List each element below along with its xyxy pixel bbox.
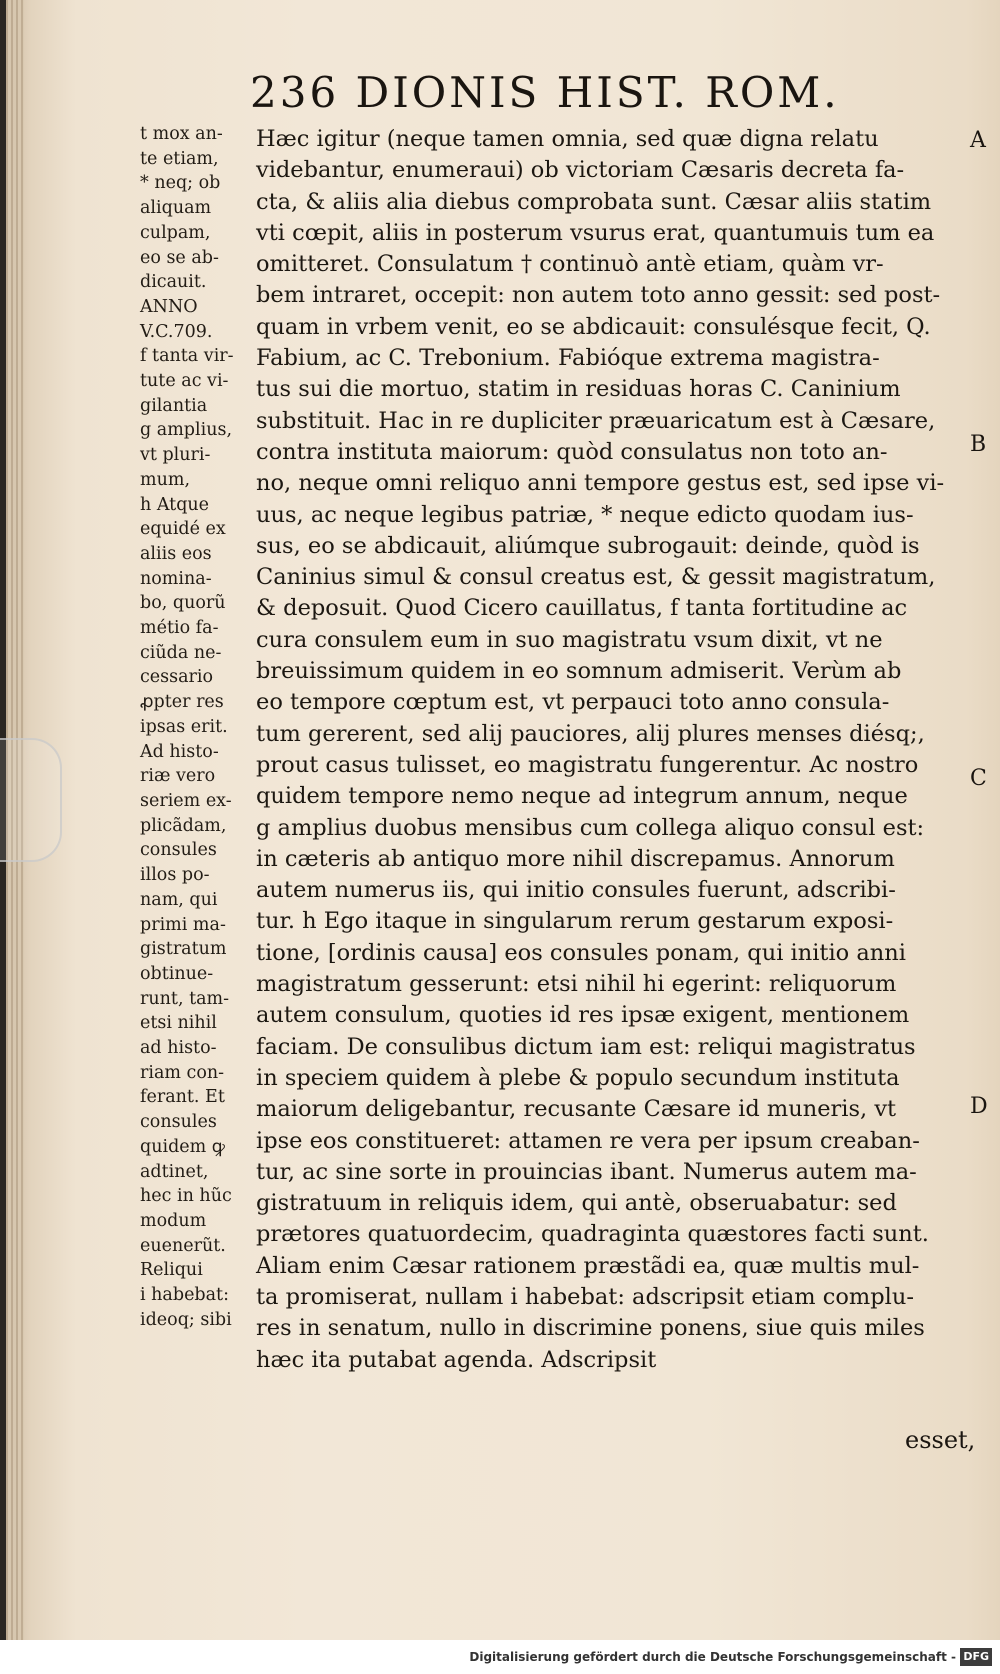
margin-line: Reliqui [140,1260,203,1281]
margin-line: obtinue- [140,963,214,984]
margin-line: gistratum [140,939,227,960]
margin-line: culpam, [140,222,211,243]
margin-line: ipsas erit. [140,716,228,737]
margin-line: illos po- [140,865,210,886]
text-line: Aliam enim Cæsar rationem præstãdi ea, quæ multis mul- [256,1252,920,1279]
margin-line: ANNO [140,296,198,317]
margin-line: nam, qui [140,889,218,910]
margin-line: aliquam [140,198,212,219]
margin-line: V.C.709. [140,321,213,342]
book-clip [0,738,62,862]
margin-line: gilantia [140,395,208,416]
footer-bar [0,1640,1000,1674]
margin-line: adtinet, [140,1161,209,1182]
margin-line: aliis eos [140,543,212,564]
margin-line: seriem ex- [140,790,232,811]
margin-line: tute ac vi- [140,371,229,392]
text-line: in speciem quidem à plebe & populo secundum instituta [256,1064,900,1091]
catchword: esset, [905,1426,976,1454]
margin-line: runt, tam- [140,988,230,1009]
section-marks [970,0,994,1200]
margin-line: g amplius, [140,420,233,441]
section-mark-d: D [970,1094,988,1119]
footer-credit: Digitalisierung gefördert durch die Deutsche Forschungsgemeinschaft - [469,1650,956,1664]
margin-line: ciũda ne- [140,642,222,663]
text-line: omitteret. Consulatum † continuò antè etiam, quàm vr- [256,251,884,278]
margin-line: quidem ꝙ [140,1136,225,1157]
margin-line: ꝓpter res [140,692,224,713]
text-line: hæc ita putabat agenda. Adscripsit [256,1346,657,1373]
text-line: no, neque omni reliquo anni tempore gestus est, sed ipse vi- [256,470,945,497]
text-line: quidem tempore nemo neque ad integrum annum, neque [256,783,908,810]
margin-line: riæ vero [140,766,216,787]
text-line: videbantur, enumeraui) ob victoriam Cæsaris decreta fa- [256,157,905,184]
margin-line: ferant. Et [140,1087,225,1108]
margin-line: euenerũt. [140,1235,226,1256]
text-line: tus sui die mortuo, statim in residuas horas C. Caninium [256,376,901,403]
text-line: g amplius duobus mensibus cum collega aliquo consul est: [256,814,925,841]
margin-line: i habebat: [140,1285,229,1306]
text-line: substituit. Hac in re dupliciter præuaricatum est à Cæsare, [256,407,936,434]
text-line: tur. h Ego itaque in singularum rerum gestarum exposi- [256,908,894,935]
text-line: Caninius simul & consul creatus est, & gessit magistratum, [256,564,936,591]
dfg-logo: DFG [960,1648,992,1666]
text-line: breuissimum quidem in eo somnum admiserit. Verùm ab [256,658,902,685]
margin-line: etsi nihil [140,1013,217,1034]
text-line: quam in vrbem venit, eo se abdicauit: consulésque fecit, Q. [256,313,931,340]
margin-notes [140,122,252,1332]
text-line: faciam. De consulibus dictum iam est: reliqui magistratus [256,1033,916,1060]
text-line: Fabium, ac C. Trebonium. Fabióque extrema magistra- [256,345,880,372]
section-mark-b: B [970,432,987,457]
margin-line: ideoq; sibi [140,1309,232,1330]
section-mark-a: A [970,128,986,153]
margin-line: vt pluri- [140,445,211,466]
margin-line: cessario [140,667,214,688]
text-line: res in senatum, nullo in discrimine ponens, siue quis miles [256,1315,925,1342]
text-line: ta promiserat, nullam i habebat: adscripsit etiam complu- [256,1283,914,1310]
margin-line: bo, quorũ [140,593,226,614]
text-line: bem intraret, occepit: non autem toto anno gessit: sed post- [256,282,941,309]
margin-line: eo se ab- [140,247,219,268]
text-line: & deposuit. Quod Cicero cauillatus, f tanta fortitudine ac [256,595,908,622]
margin-line: te etiam, [140,148,219,169]
text-line: ipse eos constitueret: attamen re vera per ipsum creaban- [256,1127,920,1154]
margin-line: modum [140,1210,207,1231]
margin-line: hec in hũc [140,1186,232,1207]
text-line: in cæteris ab antiquo more nihil discrepamus. Annorum [256,845,895,872]
section-mark-c: C [970,766,987,791]
text-line: autem consulum, quoties id res ipsæ exigent, mentionem [256,1002,910,1029]
text-line: Hæc igitur (neque tamen omnia, sed quæ digna relatu [256,126,879,152]
margin-line: dicauit. [140,272,207,293]
text-line: prætores quatuordecim, quadraginta quæstores facti sunt. [256,1221,929,1248]
text-line: magistratum gesserunt: etsi nihil hi egerint: reliquorum [256,971,897,998]
margin-line: ad histo- [140,1038,217,1059]
margin-line: riam con- [140,1062,225,1083]
text-line: tione, [ordinis causa] eos consules ponam, qui initio anni [256,939,906,966]
margin-line: métio fa- [140,618,219,639]
margin-line: nomina- [140,568,212,589]
text-line: uus, ac neque legibus patriæ, * neque edicto quodam ius- [256,501,914,528]
margin-line: primi ma- [140,914,226,935]
text-line: cura consulem eum in suo magistratu vsum dixit, vt ne [256,626,883,653]
margin-line: plicãdam, [140,815,227,836]
text-line: maiorum deligebantur, recusante Cæsare id muneris, vt [256,1096,897,1123]
margin-line: f tanta vir- [140,346,234,367]
margin-line: * neq; ob [140,173,221,194]
text-line: vti cœpit, aliis in posterum vsurus erat, quantumuis tum ea [256,219,935,246]
margin-line: h Atque [140,494,210,515]
margin-line: consules [140,840,217,861]
margin-line: consules [140,1112,217,1133]
text-line: sus, eo se abdicauit, aliúmque subrogauit: deinde, quòd is [256,532,920,559]
text-line: prout casus tulisset, eo magistratu fungerentur. Ac nostro [256,751,919,778]
text-line: contra instituta maiorum: quòd consulatus non toto an- [256,438,888,465]
text-line: gistratuum in reliquis idem, qui antè, obseruabatur: sed [256,1190,897,1217]
text-line: tum gererent, sed alij pauciores, alij plures menses diésq;, [256,720,925,747]
margin-line: mum, [140,469,191,490]
body-text [256,124,956,1376]
margin-line: Ad histo- [140,741,219,762]
text-line: autem numerus iis, qui initio consules fuerunt, adscribi- [256,877,896,904]
margin-line: t mox an- [140,124,223,144]
text-line: cta, & aliis alia diebus comprobata sunt. Cæsar aliis statim [256,188,932,215]
margin-line: equidé ex [140,519,226,540]
running-head: 236 DIONIS HIST. ROM. [250,68,840,117]
text-line: tur, ac sine sorte in prouincias ibant. Numerus autem ma- [256,1158,917,1185]
text-line: eo tempore cœptum est, vt perpauci toto anno consula- [256,689,890,716]
